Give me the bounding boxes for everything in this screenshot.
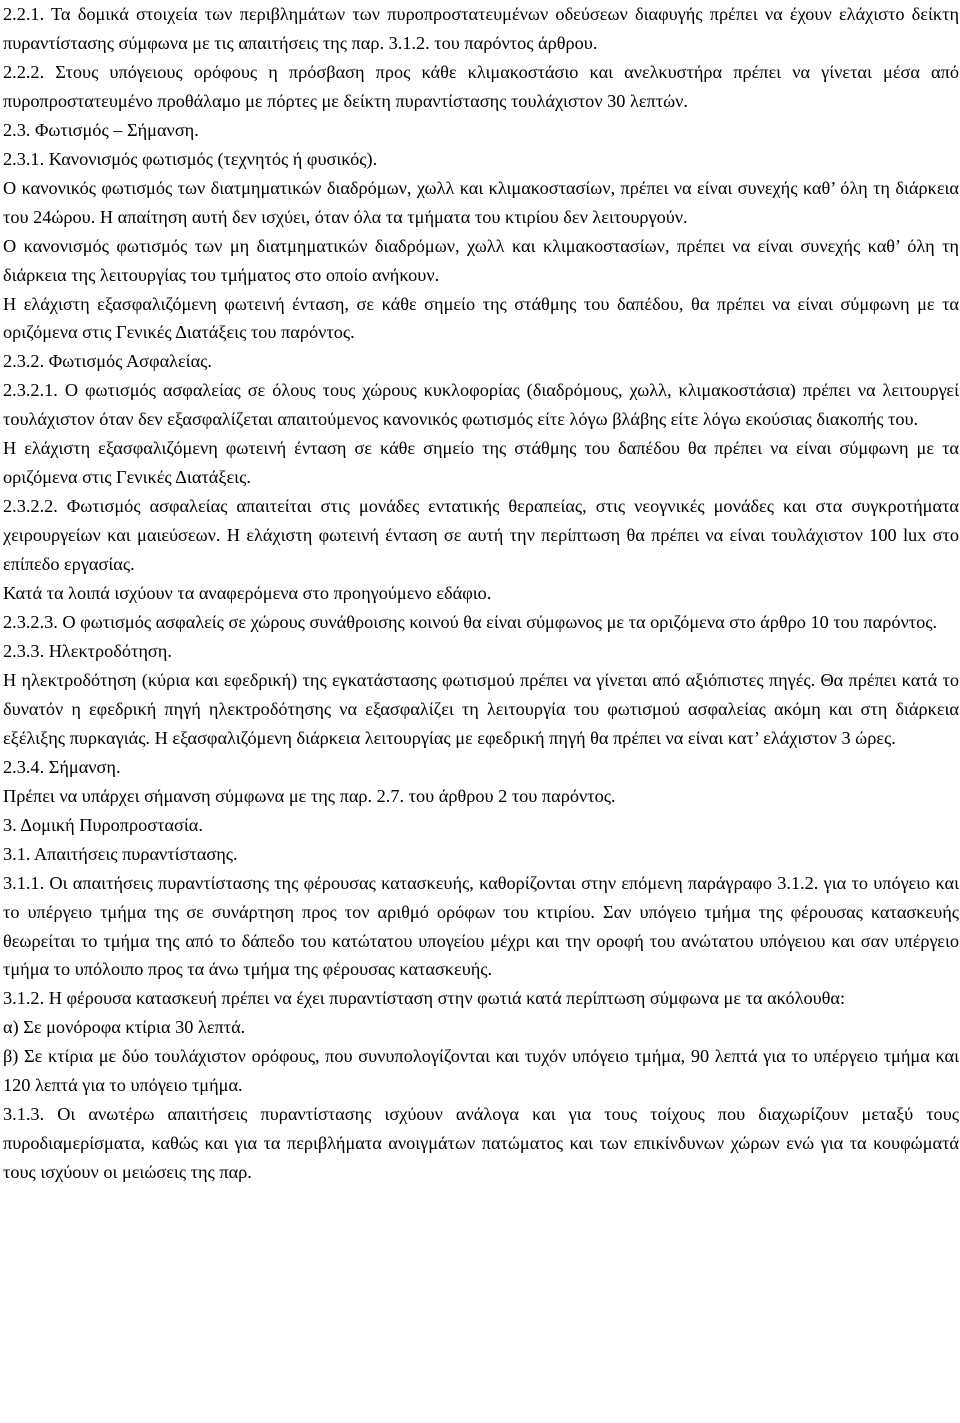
paragraph-3-1-2: 3.1.2. Η φέρουσα κατασκευή πρέπει να έχει πυραντίσταση στην φωτιά κατά περίπτωση σύμφωνα με τα ακόλουθα:	[3, 988, 846, 1009]
paragraph-min-illuminance: Η ελάχιστη εξασφαλιζόμενη φωτεινή ένταση, σε κάθε σημείο της στάθμης του δαπέδου, θα πρέπει να είναι σύμφωνη με τα οριζόμενα στις Γενικές Διατάξεις του παρόντος.	[3, 293, 959, 343]
paragraph-power-supply: Η ηλεκτροδότηση (κύρια και εφεδρική) της εγκατάστασης φωτισμού πρέπει να γίνεται από αξιόπιστες πηγές. Θα πρέπει κατά το δυνατόν η εφεδρική πηγή ηλεκτροδότησης να εξασφαλίζει τη λειτουργία του φωτισμού ασφαλείας ακόμη και στη διάρκεια εξέλιξης πυρκαγιάς. Η εξασφαλιζόμενη διάρκεια λειτουργίας με εφεδρική πηγή θα πρέπει να είναι κατ’ ελάχιστον 3 ώρες.	[3, 669, 959, 748]
heading-3: 3. Δομική Πυροπροστασία.	[3, 814, 203, 835]
paragraph-other-cases: Κατά τα λοιπά ισχύουν τα αναφερόμενα στο προηγούμενο εδάφιο.	[3, 583, 492, 604]
heading-2-3-1: 2.3.1. Κανονισμός φωτισμός (τεχνητός ή φυσικός).	[3, 148, 378, 169]
paragraph-3-1-3: 3.1.3. Οι ανωτέρω απαιτήσεις πυραντίστασης ισχύουν ανάλογα και για τους τοίχους που διαχωρίζουν μεταξύ τους πυροδιαμερίσματα, καθώς και για τα περιβλήματα ανοιγμάτων πατώματος και των επικίνδυνων χώρων ενώ για τα κουφώματά τους ισχύουν οι μειώσεις της παρ.	[3, 1104, 959, 1183]
paragraph-min-illuminance-safety: Η ελάχιστη εξασφαλιζόμενη φωτεινή ένταση σε κάθε σημείο της στάθμης του δαπέδου θα πρέπει να είναι σύμφωνη με τα οριζόμενα στις Γενικές Διατάξεις.	[3, 438, 959, 488]
heading-2-3-3: 2.3.3. Ηλεκτροδότηση.	[3, 640, 172, 661]
heading-3-1: 3.1. Απαιτήσεις πυραντίστασης.	[3, 843, 238, 864]
paragraph-2-2-1: 2.2.1. Τα δομικά στοιχεία των περιβλημάτων των πυροπροστατευμένων οδεύσεων διαφυγής πρέπει να έχουν ελάχιστο δείκτη πυραντίστασης σύμφωνα με τις απαιτήσεις της παρ. 3.1.2. του παρόντος άρθρου.	[3, 4, 959, 53]
paragraph-2-3-2-2: 2.3.2.2. Φωτισμός ασφαλείας απαιτείται στις μονάδες εντατικής θεραπείας, στις νεογνικές μονάδες και στα συγκροτήματα χειρουργείων και μαιεύσεων. Η ελάχιστη φωτεινή ένταση σε αυτή την περίπτωση θα πρέπει να είναι τουλάχιστον 100 lux στο επίπεδο εργασίας.	[3, 496, 959, 575]
paragraph-3-1-1: 3.1.1. Οι απαιτήσεις πυραντίστασης της φέρουσας κατασκευής, καθορίζονται στην επόμενη παράγραφο 3.1.2. για το υπόγειο και το υπέργειο τμήμα της σε συνάρτηση προς τον αριθμό ορόφων του κτιρίου. Σαν υπόγειο τμήμα της φέρουσας κατασκευής θεωρείται το τμήμα της από το δάπεδο του κατώτατου υπογείου μέχρι και την οροφή του ανώτατου υπόγειου και σαν υπέργειο τμήμα το υπόλοιπο προς τα άνω τμήμα της φέρουσας κατασκευής.	[3, 872, 959, 980]
heading-2-3-4: 2.3.4. Σήμανση.	[3, 756, 121, 777]
paragraph-2-3-2-1: 2.3.2.1. Ο φωτισμός ασφαλείας σε όλους τους χώρους κυκλοφορίας (διαδρόμους, χωλλ, κλιμακοστάσια) πρέπει να λειτουργεί τουλάχιστον όταν δεν εξασφαλίζεται απαιτούμενος κανονικός φωτισμός είτε λόγω βλάβης είτε λόγω εκούσιας διακοπής του.	[3, 380, 959, 430]
heading-2-3: 2.3. Φωτισμός – Σήμανση.	[3, 119, 199, 140]
paragraph-2-3-2-3: 2.3.2.3. Ο φωτισμός ασφαλείς σε χώρους συνάθροισης κοινού θα είναι σύμφωνος με τα οριζόμενα στο άρθρο 10 του παρόντος.	[3, 612, 938, 633]
paragraph-signage: Πρέπει να υπάρχει σήμανση σύμφωνα με της παρ. 2.7. του άρθρου 2 του παρόντος.	[3, 785, 616, 806]
paragraph-normal-lighting-non-compartment: Ο κανονισμός φωτισμός των μη διατμηματικών διαδρόμων, χωλλ και κλιμακοστασίων, πρέπει να είναι συνεχής καθ’ όλη τη διάρκεια της λειτουργίας του τμήματος στο οποίο ανήκουν.	[3, 235, 959, 285]
paragraph-normal-lighting-corridors: Ο κανονικός φωτισμός των διατμηματικών διαδρόμων, χωλλ και κλιμακοστασίων, πρέπει να είναι συνεχής καθ’ όλη τη διάρκεια του 24ώρου. Η απαίτηση αυτή δεν ισχύει, όταν όλα τα τμήματα του κτιρίου δεν λειτουργούν.	[3, 177, 959, 227]
heading-2-3-2: 2.3.2. Φωτισμός Ασφαλείας.	[3, 351, 212, 372]
list-item-a: α) Σε μονόροφα κτίρια 30 λεπτά.	[3, 1017, 246, 1038]
list-item-b: β) Σε κτίρια με δύο τουλάχιστον ορόφους, που συνυπολογίζονται και τυχόν υπόγειο τμήμα, 90 λεπτά για το υπέργειο τμήμα και 120 λεπτά για το υπόγειο τμήμα.	[3, 1046, 959, 1096]
paragraph-2-2-2: 2.2.2. Στους υπόγειους ορόφους η πρόσβαση προς κάθε κλιμακοστάσιο και ανελκυστήρα πρέπει να γίνεται μέσα από πυροπροστατευμένο προθάλαμο με πόρτες με δείκτη πυραντίστασης τουλάχιστον 30 λεπτών.	[3, 61, 959, 111]
